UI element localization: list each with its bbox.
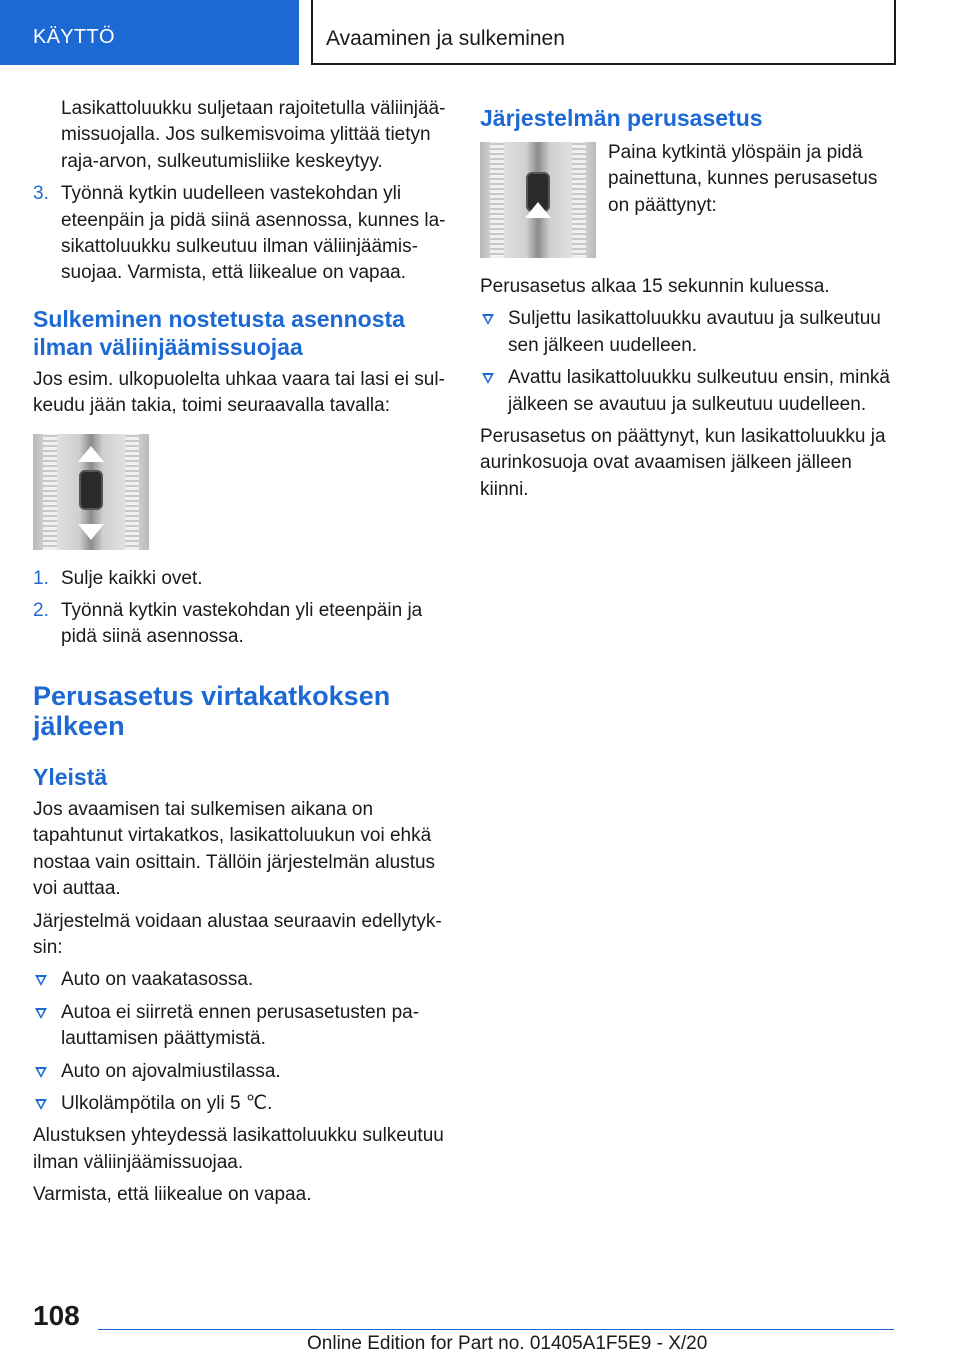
list-item	[480, 306, 898, 359]
section-heading: Järjestelmän perusasetus	[480, 105, 763, 131]
step-item	[33, 598, 447, 651]
roof-switch-photo	[33, 434, 149, 550]
paragraph: Jos esim. ulkopuolelta uhkaa vaara tai lasi ei sulkeudu jään takia, toimi seuraavalla tavalla:	[33, 368, 445, 417]
list-item-text: Auto on vaakatasossa.	[61, 969, 254, 991]
step-text: Työnnä kytkin vastekohdan yli eteenpäin ja pidä siinä asennossa.	[61, 600, 423, 648]
step-item	[33, 181, 447, 287]
list-item-text: Avattu lasikattoluukku sulkeutuu ensin, minkä jälkeen se avautuu ja sulkeutuu uudelleen.	[508, 367, 890, 415]
section-tab[interactable]: KÄYTTÖ	[0, 0, 299, 65]
roof-switch-photo	[480, 142, 596, 258]
footer-divider	[98, 1329, 894, 1330]
step-number: 2.	[33, 600, 49, 622]
list-item	[33, 1091, 447, 1117]
triangle-bullet-icon	[35, 1067, 47, 1078]
triangle-bullet-icon	[482, 373, 494, 384]
step-number: 1.	[33, 567, 49, 589]
list-item	[33, 1059, 447, 1085]
right-column	[480, 96, 898, 509]
list-item-text: Suljettu lasikattoluukku avautuu ja sulkeutuu sen jälkeen uudelleen.	[508, 308, 881, 356]
paragraph: Perusasetus on päättynyt, kun lasikattoluukku ja aurinkosuoja ovat avaamisen jälkeen jälleen kiinni.	[480, 426, 886, 500]
paragraph: Perusasetus alkaa 15 sekunnin kuluessa.	[480, 276, 830, 297]
arrow-down-icon	[78, 524, 104, 540]
triangle-bullet-icon	[35, 975, 47, 986]
paragraph: Alustuksen yhteydessä lasikattoluukku sulkeutuu ilman väliinjäämissuojaa.	[33, 1125, 444, 1173]
list-item	[33, 967, 447, 993]
paragraph: Lasikattoluukku suljetaan rajoitetulla väliinjäämissuojalla. Jos sulkemisvoima ylittää tietyn raja-arvon, sulkeutumisliike keskeytyy.	[61, 98, 446, 172]
list-item-text: Ulkolämpötila on yli 5 ℃.	[61, 1092, 273, 1114]
step-text: Sulje kaikki ovet.	[61, 567, 203, 589]
instruction-with-photo	[480, 142, 898, 258]
section-heading: Yleistä	[33, 763, 108, 790]
paragraph: Paina kytkintä ylöspäin ja pidä painettuna, kunnes perusasetus on päättynyt:	[608, 142, 878, 216]
arrow-up-icon	[78, 446, 104, 462]
section-heading: Sulkeminen nostetusta asennosta ilman väliinjäämissuojaa	[33, 305, 405, 360]
paragraph: Varmista, että liikealue on vapaa.	[33, 1184, 312, 1206]
list-item-text: Autoa ei siirretä ennen perusasetusten palauttamisen päättymistä.	[61, 1001, 420, 1050]
triangle-bullet-icon	[35, 1008, 47, 1019]
paragraph: Järjestelmä voidaan alustaa seuraavin edellytyksin:	[33, 910, 442, 958]
triangle-bullet-icon	[482, 314, 494, 325]
triangle-bullet-icon	[35, 1099, 47, 1110]
list-item-text: Auto on ajovalmiustilassa.	[61, 1060, 281, 1082]
left-column	[33, 96, 447, 1215]
roof-switch-icon	[79, 470, 103, 510]
page-number: 108	[33, 1300, 80, 1331]
arrow-up-icon	[525, 202, 551, 218]
edition-note: Online Edition for Part no. 01405A1F5E9 - X/20	[307, 1333, 708, 1354]
chapter-heading: Perusasetus virtakatkoksen jälkeen	[33, 680, 391, 741]
list-item	[33, 1000, 447, 1053]
paragraph: Jos avaamisen tai sulkemisen aikana on tapahtunut virtakatkos, lasikattoluukun voi ehkä nostaa vain osittain. Tällöin järjestelmän alustus voi auttaa.	[33, 798, 436, 900]
list-item	[480, 365, 898, 418]
step-text: Työnnä kytkin uudelleen vastekohdan yli eteenpäin ja pidä siinä asennossa, kunnes lasikattoluukku sulkeutuu ilman väliinjäämissuojaa. Varmista, että liikealue on vapaa.	[61, 183, 446, 284]
step-item	[33, 566, 447, 592]
chapter-title: Avaaminen ja sulkeminen	[311, 0, 896, 65]
step-number: 3.	[33, 183, 49, 205]
